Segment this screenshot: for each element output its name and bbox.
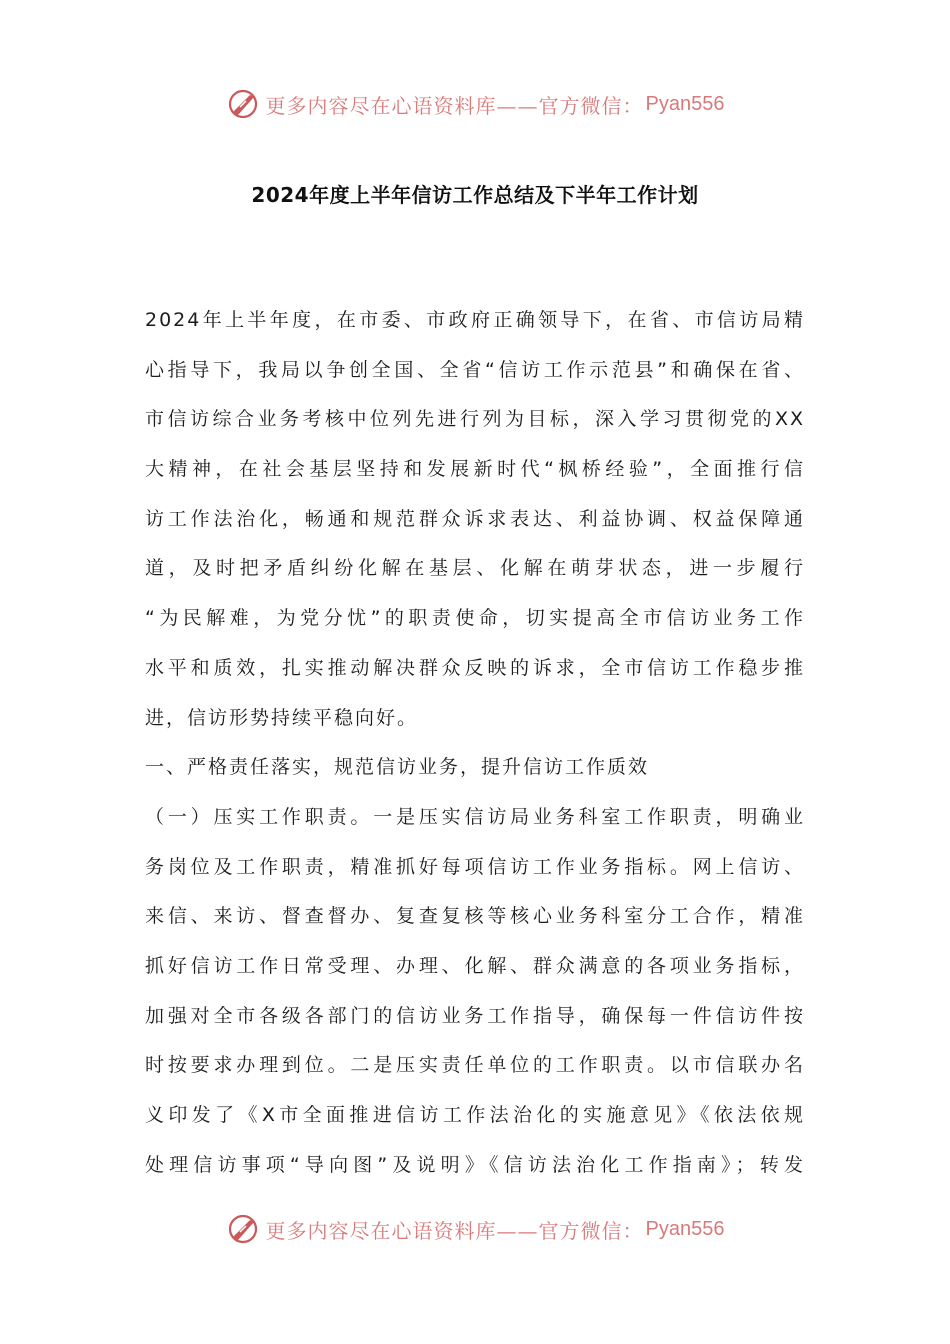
body-line: 来信、来访、督查督办、复查复核等核心业务科室分工合作，精准 xyxy=(145,905,805,928)
banner-text: 更多内容尽在心语资料库——官方微信： xyxy=(265,93,644,118)
section-heading: 一、严格责任落实，规范信访业务，提升信访工作质效 xyxy=(145,756,650,779)
body-line: 2024年上半年度，在市委、市政府正确领导下，在省、市信访局精 xyxy=(145,309,805,331)
body-line: “为民解难，为党分忧”的职责使命，切实提高全市信访业务工作 xyxy=(145,607,805,630)
body-line: 大精神，在社会基层坚持和发展新时代“枫桥经验”，全面推行信 xyxy=(145,458,805,481)
document-title: 2024年度上半年信访工作总结及下半年工作计划 xyxy=(251,183,699,207)
footer-watermark-banner xyxy=(0,1211,950,1247)
body-line: 处理信访事项“导向图”及说明》《信访法治化工作指南》；转发 xyxy=(145,1153,805,1176)
body-line: 市信访综合业务考核中位列先进行列为目标，深入学习贯彻党的XX xyxy=(145,408,805,431)
body-line: 抓好信访工作日常受理、办理、化解、群众满意的各项业务指标， xyxy=(145,954,805,977)
body-line: 水平和质效，扎实推动解决群众反映的诉求，全市信访工作稳步推 xyxy=(145,656,805,679)
body-line: 义印发了《X市全面推进信访工作法治化的实施意见》《依法依规 xyxy=(145,1104,805,1126)
pen-circle-logo-icon xyxy=(226,1212,260,1246)
body-line: 道，及时把矛盾纠纷化解在基层、化解在萌芽状态，进一步履行 xyxy=(145,557,805,580)
body-line: 进，信访形势持续平稳向好。 xyxy=(145,706,419,729)
body-line: 务岗位及工作职责，精准抓好每项信访工作业务指标。网上信访、 xyxy=(145,855,805,878)
document-body xyxy=(145,296,805,1190)
body-line: 加强对全市各级各部门的信访业务工作指导，确保每一件信访件按 xyxy=(145,1004,805,1027)
wechat-handle: Pyan556 xyxy=(645,1217,725,1240)
body-line: 访工作法治化，畅通和规范群众诉求表达、利益协调、权益保障通 xyxy=(145,507,805,530)
pen-circle-logo-icon xyxy=(226,87,260,121)
banner-text: 更多内容尽在心语资料库——官方微信： xyxy=(265,1218,644,1243)
body-line: （一）压实工作职责。一是压实信访局业务科室工作职责，明确业 xyxy=(145,805,805,828)
wechat-handle: Pyan556 xyxy=(645,92,725,115)
header-watermark-banner xyxy=(0,86,950,122)
body-line: 心指导下，我局以争创全国、全省“信访工作示范县”和确保在省、 xyxy=(145,358,805,381)
body-line: 时按要求办理到位。二是压实责任单位的工作职责。以市信联办名 xyxy=(145,1054,805,1077)
